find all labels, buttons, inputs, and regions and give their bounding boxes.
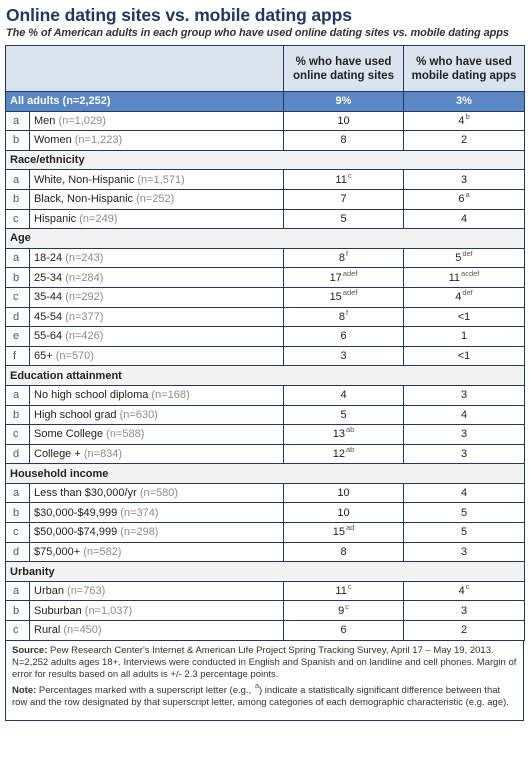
row-sites-value: 12	[332, 447, 345, 460]
row-sample-size: (n=377)	[65, 310, 104, 323]
row-sample-size: (n=763)	[67, 585, 106, 598]
row-apps-cell	[404, 621, 525, 641]
row-sites-value: 8	[338, 252, 346, 265]
section-title: Age	[6, 229, 525, 249]
row-apps-superscript: b	[465, 111, 470, 121]
row-label-cell	[30, 425, 284, 445]
row-letter: e	[6, 327, 30, 347]
row-apps-superscript: acdef	[461, 268, 480, 278]
row-apps-cell	[404, 385, 525, 405]
row-letter: f	[6, 346, 30, 366]
row-label-cell	[30, 601, 284, 621]
row-label-cell	[30, 346, 284, 366]
table-row	[6, 268, 525, 288]
page-subtitle: The % of American adults in each group who have used online dating sites vs. mobile dating apps	[6, 27, 509, 39]
row-apps-cell	[404, 170, 525, 190]
source-note	[12, 645, 517, 682]
section-header-row	[6, 366, 525, 386]
row-apps-value: 3	[460, 173, 468, 186]
row-label-cell	[30, 444, 284, 464]
table-row	[6, 425, 525, 445]
row-sites-value: 11	[335, 173, 347, 186]
row-label: 25-34	[34, 271, 63, 284]
row-label: Rural	[34, 624, 61, 637]
row-sample-size: (n=588)	[106, 428, 145, 441]
page-title: Online dating sites vs. mobile dating apps	[6, 5, 352, 25]
row-apps-cell	[404, 581, 525, 601]
row-apps-value: 5	[455, 252, 462, 265]
row-sample-size: (n=1,029)	[58, 114, 106, 127]
row-sites-cell	[284, 307, 404, 327]
row-sample-size: (n=374)	[120, 506, 159, 519]
row-apps-value: 4	[460, 212, 468, 225]
row-apps-cell	[404, 483, 525, 503]
row-sites-superscript: ab	[345, 425, 355, 435]
row-sites-cell	[284, 405, 404, 425]
table-row	[6, 444, 525, 464]
row-sample-size: (n=249)	[79, 212, 118, 225]
row-sites-cell	[284, 542, 404, 562]
row-letter: d	[6, 307, 30, 327]
row-apps-superscript: a	[465, 190, 470, 200]
section-title: Urbanity	[6, 562, 525, 582]
row-label-cell	[30, 170, 284, 190]
row-sample-size: (n=580)	[139, 487, 179, 500]
row-sites-cell	[284, 483, 404, 503]
row-label-cell	[30, 287, 284, 307]
row-apps-cell	[404, 307, 525, 327]
row-label: Some College	[34, 428, 104, 441]
row-label: Urban	[34, 585, 64, 598]
row-sites-superscript: c	[347, 170, 352, 180]
row-sites-value: 10	[337, 487, 350, 500]
row-apps-superscript: def	[462, 249, 473, 259]
row-apps-cell	[404, 444, 525, 464]
row-sites-cell	[284, 523, 404, 543]
row-sites-cell	[284, 425, 404, 445]
row-label: White, Non-Hispanic	[34, 173, 135, 186]
row-label: Less than $30,000/yr	[34, 487, 137, 500]
row-sites-cell	[284, 170, 404, 190]
row-sites-value: 15	[332, 526, 345, 539]
table-row	[6, 209, 525, 229]
table-row	[6, 503, 525, 523]
row-sample-size: (n=450)	[63, 624, 102, 637]
row-label: 65+	[34, 350, 53, 363]
source-text: Pew Research Center's Internet & American Life Project Spring Tracking Survey, April 17 – May 19, 2013. N=2,252 adults ages 18+. Interviews were conducted in English and Spanish and on landline and cell phones. Margin of error for results based on all adults is +/- 2.3 percentage points.	[12, 644, 517, 681]
section-header-row	[6, 229, 525, 249]
row-sites-value: 6	[340, 624, 347, 637]
row-letter: b	[6, 405, 30, 425]
row-sites-value: 6	[340, 330, 347, 343]
row-apps-cell	[404, 523, 525, 543]
row-letter: c	[6, 287, 30, 307]
row-apps-value: 3	[460, 389, 468, 402]
row-apps-value: <1	[457, 350, 471, 363]
row-sample-size: (n=298)	[120, 526, 159, 539]
row-apps-value: 4	[458, 114, 465, 127]
all-adults-row	[6, 92, 525, 112]
row-label: $30,000-$49,999	[34, 506, 118, 519]
table-header-row	[6, 46, 525, 92]
row-label-cell	[30, 405, 284, 425]
row-sites-superscript: adef	[342, 268, 358, 278]
row-apps-cell	[404, 405, 525, 425]
row-apps-cell	[404, 287, 525, 307]
row-sites-value: 9	[338, 604, 345, 617]
row-sites-cell	[284, 248, 404, 268]
table-row	[6, 189, 525, 209]
row-label: $50,000-$74,999	[34, 526, 118, 539]
table-row	[6, 327, 525, 347]
note-text-before: Percentages marked with a superscript letter (e.g.,	[38, 685, 254, 697]
row-apps-value: 5	[460, 526, 468, 539]
table-row	[6, 385, 525, 405]
data-table	[5, 45, 525, 641]
row-sites-cell	[284, 111, 404, 131]
row-apps-value: 4	[455, 291, 462, 304]
row-sample-size: (n=426)	[65, 330, 104, 343]
row-apps-superscript: c	[465, 582, 470, 592]
row-sites-value: 8	[340, 545, 347, 558]
row-sites-value: 13	[332, 428, 345, 441]
row-sites-cell	[284, 503, 404, 523]
table-row	[6, 307, 525, 327]
column-header-sites: % who have used online dating sites	[284, 46, 404, 92]
row-apps-value: 3	[460, 545, 468, 558]
row-apps-value: 4	[460, 408, 468, 421]
row-sample-size: (n=582)	[83, 545, 122, 558]
row-sites-cell	[284, 209, 404, 229]
row-letter: d	[6, 444, 30, 464]
row-sample-size: (n=168)	[151, 389, 190, 402]
row-letter: b	[6, 131, 30, 151]
row-letter: b	[6, 503, 30, 523]
row-label-cell	[30, 542, 284, 562]
table-row	[6, 248, 525, 268]
table-row	[6, 131, 525, 151]
row-sites-superscript: f	[346, 307, 349, 317]
row-apps-value: <1	[457, 310, 471, 323]
row-apps-value: 1	[460, 330, 468, 343]
row-label-cell	[30, 503, 284, 523]
all-adults-sites-value: 9%	[284, 92, 404, 112]
row-label: No high school diploma	[34, 389, 149, 402]
row-apps-value: 3	[460, 447, 468, 460]
row-letter: b	[6, 189, 30, 209]
row-label: $75,000+	[34, 545, 81, 558]
row-apps-cell	[404, 601, 525, 621]
section-header-row	[6, 562, 525, 582]
section-title: Household income	[6, 464, 525, 484]
row-sites-value: 11	[335, 585, 347, 598]
section-header-row	[6, 150, 525, 170]
row-apps-cell	[404, 346, 525, 366]
row-sites-superscript: adef	[342, 288, 358, 298]
row-label-cell	[30, 248, 284, 268]
row-apps-value: 2	[460, 624, 468, 637]
table-row	[6, 170, 525, 190]
row-apps-superscript: def	[462, 288, 473, 298]
significance-note	[12, 681, 517, 709]
row-sample-size: (n=284)	[65, 271, 104, 284]
row-label: 55-64	[34, 330, 63, 343]
row-label: Suburban	[34, 604, 82, 617]
row-sites-cell	[284, 346, 404, 366]
table-row	[6, 346, 525, 366]
row-sites-superscript: c	[347, 582, 352, 592]
row-label-cell	[30, 621, 284, 641]
row-label: Women	[34, 134, 72, 147]
row-label: 35-44	[34, 291, 63, 304]
row-sites-cell	[284, 385, 404, 405]
row-label-cell	[30, 327, 284, 347]
row-sites-cell	[284, 327, 404, 347]
row-label: College +	[34, 447, 81, 460]
row-sites-cell	[284, 444, 404, 464]
row-sample-size: (n=252)	[136, 193, 175, 206]
table-row	[6, 523, 525, 543]
row-sample-size: (n=1,223)	[74, 134, 123, 147]
row-label: Men	[34, 114, 56, 127]
row-letter: a	[6, 111, 30, 131]
row-apps-value: 5	[460, 506, 468, 519]
row-letter: c	[6, 621, 30, 641]
note-example-superscript: a	[254, 681, 259, 691]
row-sample-size: (n=1,037)	[84, 604, 133, 617]
row-letter: c	[6, 523, 30, 543]
row-apps-value: 4	[458, 585, 465, 598]
row-apps-value: 4	[460, 487, 468, 500]
table-row	[6, 483, 525, 503]
row-letter: b	[6, 268, 30, 288]
row-sites-value: 5	[340, 408, 347, 421]
row-label: 18-24	[34, 252, 63, 265]
row-apps-cell	[404, 111, 525, 131]
row-letter: a	[6, 581, 30, 601]
table-row	[6, 542, 525, 562]
row-letter: c	[6, 209, 30, 229]
row-sample-size: (n=630)	[119, 408, 158, 421]
row-apps-cell	[404, 209, 525, 229]
row-label-cell	[30, 131, 284, 151]
row-label-cell	[30, 307, 284, 327]
row-sites-value: 7	[340, 193, 347, 206]
table-row	[6, 287, 525, 307]
row-letter: b	[6, 601, 30, 621]
row-apps-cell	[404, 503, 525, 523]
table-row	[6, 601, 525, 621]
row-sites-cell	[284, 287, 404, 307]
section-header-row	[6, 464, 525, 484]
note-text-after: ) indicate a statistically significant difference between that row and the row designated by that superscript letter, among categories of each demographic characteristic (e.g. age).	[12, 685, 509, 709]
table-row	[6, 581, 525, 601]
note-label: Note:	[12, 685, 37, 697]
row-sites-value: 10	[337, 506, 350, 519]
table-row	[6, 405, 525, 425]
row-label-cell	[30, 111, 284, 131]
row-sites-cell	[284, 189, 404, 209]
row-apps-cell	[404, 542, 525, 562]
row-apps-value: 2	[460, 134, 468, 147]
row-apps-cell	[404, 327, 525, 347]
table-row	[6, 111, 525, 131]
row-sites-superscript: ad	[345, 523, 355, 533]
row-sample-size: (n=243)	[65, 252, 104, 265]
row-sites-value: 8	[340, 134, 347, 147]
source-label: Source:	[12, 644, 48, 656]
row-letter: d	[6, 542, 30, 562]
section-title: Education attainment	[6, 366, 525, 386]
row-label-cell	[30, 209, 284, 229]
table-row	[6, 621, 525, 641]
row-label: Hispanic	[34, 212, 77, 225]
row-sample-size: (n=1,571)	[137, 173, 185, 186]
row-sites-cell	[284, 621, 404, 641]
row-sites-value: 10	[337, 114, 350, 127]
column-header-apps: % who have used mobile dating apps	[404, 46, 525, 92]
row-sites-cell	[284, 268, 404, 288]
row-label-cell	[30, 581, 284, 601]
row-label: Black, Non-Hispanic	[34, 193, 134, 206]
row-letter: a	[6, 483, 30, 503]
row-letter: a	[6, 248, 30, 268]
row-apps-cell	[404, 268, 525, 288]
row-sites-superscript: c	[345, 601, 349, 611]
row-sites-value: 15	[329, 291, 342, 304]
row-sites-cell	[284, 131, 404, 151]
row-sites-superscript: ab	[345, 444, 355, 454]
row-label-cell	[30, 189, 284, 209]
row-apps-cell	[404, 189, 525, 209]
row-apps-value: 3	[460, 428, 468, 441]
row-sites-cell	[284, 581, 404, 601]
section-title: Race/ethnicity	[6, 150, 525, 170]
row-sample-size: (n=570)	[55, 350, 94, 363]
row-apps-value: 3	[460, 604, 468, 617]
table-footer	[5, 641, 524, 721]
row-apps-cell	[404, 248, 525, 268]
header-blank-cell	[6, 46, 284, 92]
row-label: 45-54	[34, 310, 63, 323]
all-adults-apps-value: 3%	[404, 92, 525, 112]
row-sites-value: 4	[340, 389, 347, 402]
row-label-cell	[30, 483, 284, 503]
row-apps-cell	[404, 425, 525, 445]
row-label-cell	[30, 523, 284, 543]
row-label-cell	[30, 268, 284, 288]
row-sites-value: 5	[340, 212, 347, 225]
all-adults-label: All adults (n=2,252)	[6, 92, 284, 112]
row-label: High school grad	[34, 408, 117, 421]
row-sample-size: (n=834)	[83, 447, 123, 460]
row-sites-value: 3	[340, 350, 347, 363]
row-sites-value: 8	[338, 310, 346, 323]
row-label-cell	[30, 385, 284, 405]
row-apps-value: 6	[458, 193, 465, 206]
row-letter: c	[6, 425, 30, 445]
row-letter: a	[6, 385, 30, 405]
row-sites-value: 17	[329, 271, 342, 284]
row-apps-cell	[404, 131, 525, 151]
row-sites-cell	[284, 601, 404, 621]
row-apps-value: 11	[448, 271, 461, 284]
row-letter: a	[6, 170, 30, 190]
row-sites-superscript: f	[346, 249, 349, 259]
row-sample-size: (n=292)	[65, 291, 104, 304]
